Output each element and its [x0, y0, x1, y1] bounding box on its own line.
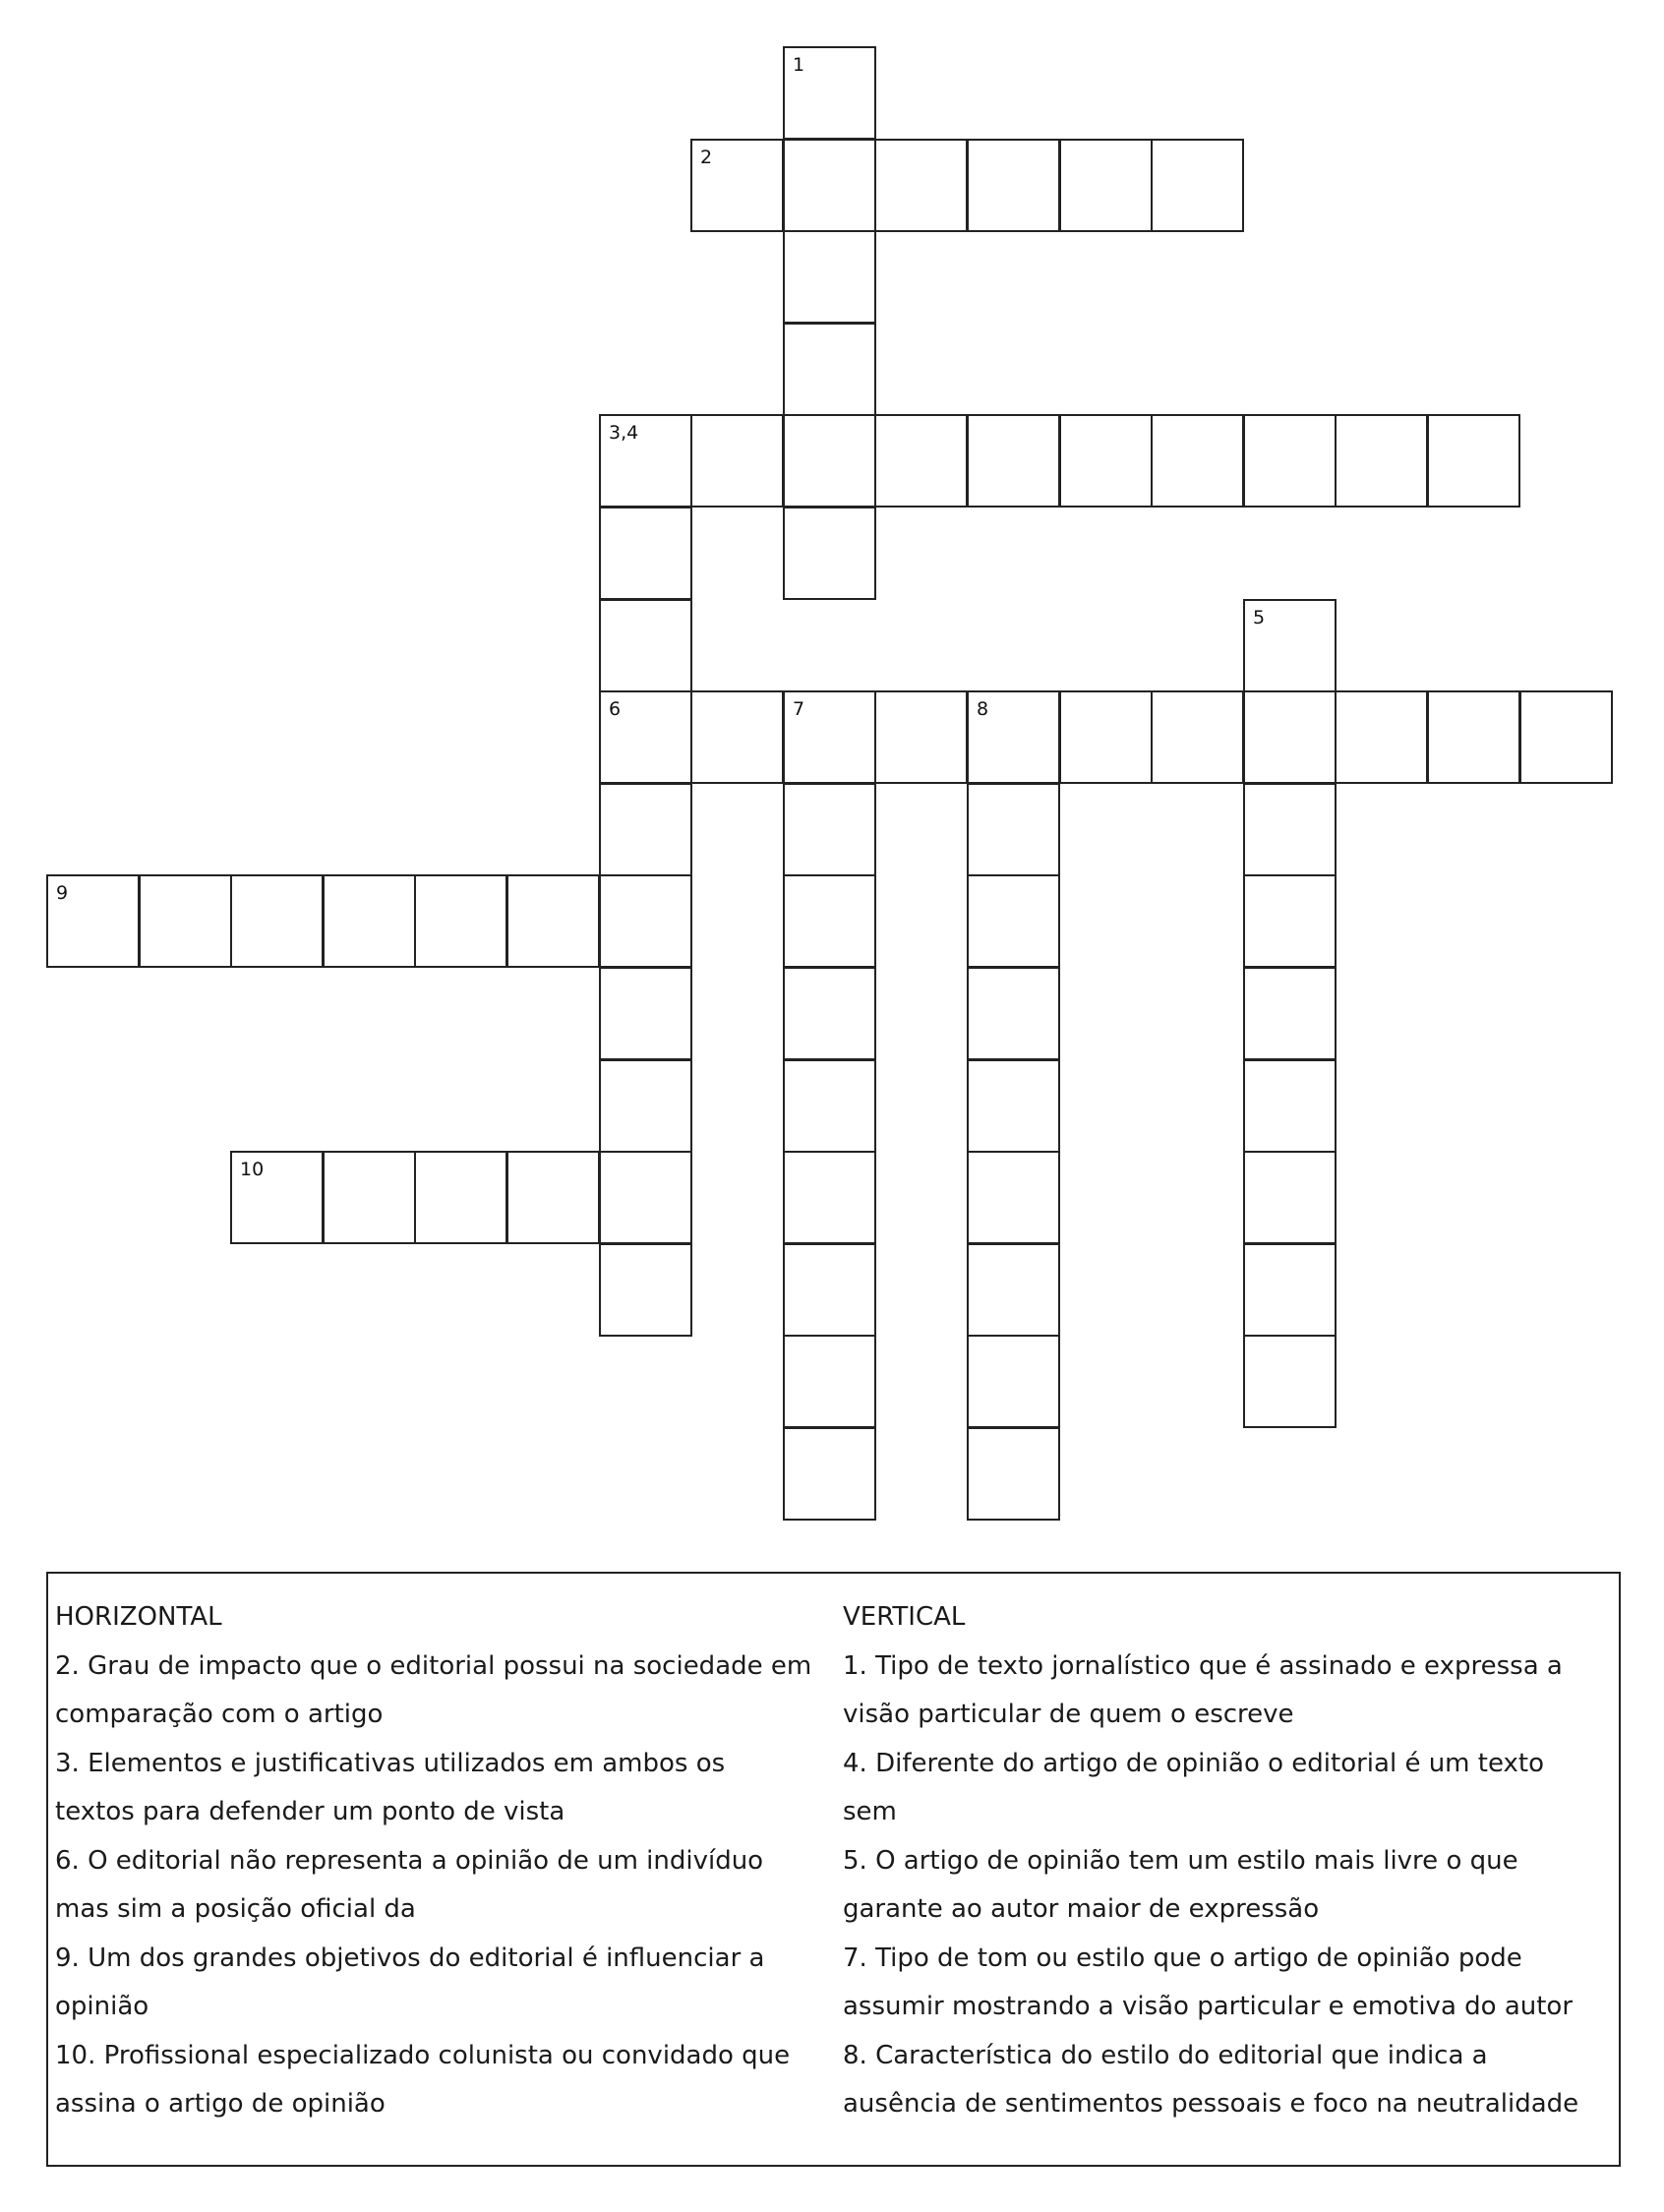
- crossword-cell[interactable]: [599, 690, 692, 784]
- crossword-cell[interactable]: [783, 230, 876, 324]
- crossword-cell[interactable]: [783, 967, 876, 1060]
- clue-6-line1: 6. O editorial não representa a opinião de um indivíduo: [55, 1845, 764, 1876]
- clue-8-line2: ausência de sentimentos pessoais e foco na neutralidade: [843, 2089, 1579, 2119]
- clue-1-line1: 1. Tipo de texto jornalístico que é assinado e expressa a: [843, 1650, 1563, 1681]
- clue-1-line2: visão particular de quem o escreve: [843, 1700, 1294, 1729]
- clue-5-line2: garante ao autor maior de expressão: [843, 1894, 1320, 1924]
- crossword-cell[interactable]: [1059, 139, 1153, 232]
- clue-number-1: 1: [793, 54, 805, 76]
- clue-10-line2: assina o artigo de opinião: [55, 2089, 386, 2119]
- crossword-cell[interactable]: [1243, 1243, 1337, 1337]
- crossword-cell[interactable]: [874, 414, 968, 508]
- crossword-cell[interactable]: [599, 967, 692, 1060]
- crossword-cell[interactable]: [783, 1335, 876, 1428]
- crossword-cell[interactable]: [1427, 690, 1520, 784]
- crossword-cell[interactable]: [599, 1243, 692, 1337]
- crossword-cell[interactable]: [230, 1151, 324, 1244]
- crossword-cell[interactable]: [783, 1243, 876, 1337]
- crossword-cell[interactable]: [1243, 783, 1337, 876]
- crossword-cell[interactable]: [414, 1151, 507, 1244]
- across-heading: HORIZONTAL: [55, 1602, 222, 1632]
- clue-number-5: 5: [1253, 607, 1266, 628]
- crossword-cell[interactable]: [1335, 414, 1428, 508]
- crossword-cell[interactable]: [1151, 139, 1244, 232]
- crossword-cell[interactable]: [967, 414, 1060, 508]
- crossword-cell[interactable]: [46, 874, 140, 968]
- crossword-cell[interactable]: [599, 507, 692, 600]
- crossword-cell[interactable]: [1243, 874, 1337, 968]
- crossword-cell[interactable]: [967, 139, 1060, 232]
- crossword-cell[interactable]: [1243, 414, 1337, 508]
- crossword-cell[interactable]: [783, 507, 876, 600]
- crossword-cell[interactable]: [967, 1427, 1060, 1521]
- clue-8-line1: 8. Característica do estilo do editorial que indica a: [843, 2040, 1488, 2070]
- clue-5-line1: 5. O artigo de opinião tem um estilo mais livre o que: [843, 1845, 1518, 1876]
- clue-2-line1: 2. Grau de impacto que o editorial possui na sociedade em: [55, 1650, 812, 1681]
- clue-number-6: 6: [609, 698, 622, 720]
- crossword-cell[interactable]: [1243, 967, 1337, 1060]
- crossword-cell[interactable]: [783, 783, 876, 876]
- clue-9-line2: opinião: [55, 1992, 149, 2021]
- crossword-cell[interactable]: [1151, 690, 1244, 784]
- clue-3-line1: 3. Elementos e justificativas utilizados em ambos os: [55, 1748, 726, 1778]
- clue-number-2: 2: [700, 147, 713, 168]
- clue-number-8: 8: [977, 698, 989, 720]
- clue-number-3: 3,4: [609, 422, 639, 444]
- crossword-cell[interactable]: [1519, 690, 1613, 784]
- crossword-cell[interactable]: [1059, 414, 1153, 508]
- crossword-cell[interactable]: [783, 323, 876, 416]
- crossword-cell[interactable]: [323, 874, 416, 968]
- crossword-cell[interactable]: [967, 1335, 1060, 1428]
- crossword-cell[interactable]: [599, 874, 692, 968]
- clues-box: [46, 1572, 1621, 2167]
- crossword-cell[interactable]: [967, 783, 1060, 876]
- crossword-cell[interactable]: [783, 1427, 876, 1521]
- across-clues: [55, 1593, 822, 2129]
- crossword-cell[interactable]: [783, 690, 876, 784]
- crossword-cell[interactable]: [967, 967, 1060, 1060]
- crossword-cell[interactable]: [599, 1151, 692, 1244]
- crossword-cell[interactable]: [783, 1151, 876, 1244]
- crossword-cell[interactable]: [230, 874, 324, 968]
- crossword-cell[interactable]: [690, 690, 784, 784]
- crossword-cell[interactable]: [1059, 690, 1153, 784]
- clue-4-line1: 4. Diferente do artigo de opinião o editorial é um texto: [843, 1748, 1544, 1778]
- clue-2-line2: comparação com o artigo: [55, 1700, 384, 1729]
- down-heading: VERTICAL: [843, 1602, 966, 1632]
- crossword-cell[interactable]: [1243, 599, 1337, 692]
- crossword-cell[interactable]: [506, 1151, 600, 1244]
- clue-number-7: 7: [793, 698, 805, 720]
- crossword-cell[interactable]: [690, 139, 784, 232]
- crossword-cell[interactable]: [783, 46, 876, 140]
- clue-4-line2: sem: [843, 1797, 897, 1826]
- crossword-cell[interactable]: [323, 1151, 416, 1244]
- crossword-cell[interactable]: [599, 599, 692, 692]
- crossword-cell[interactable]: [599, 414, 692, 508]
- crossword-cell[interactable]: [783, 1059, 876, 1153]
- crossword-cell[interactable]: [599, 1059, 692, 1153]
- clue-9-line1: 9. Um dos grandes objetivos do editorial é influenciar a: [55, 1943, 765, 1973]
- clue-3-line2: textos para defender um ponto de vista: [55, 1797, 565, 1826]
- crossword-cell[interactable]: [783, 874, 876, 968]
- crossword-cell[interactable]: [506, 874, 600, 968]
- crossword-cell[interactable]: [967, 1059, 1060, 1153]
- crossword-cell[interactable]: [967, 1151, 1060, 1244]
- clue-6-line2: mas sim a posição oficial da: [55, 1894, 416, 1924]
- crossword-cell[interactable]: [783, 414, 876, 508]
- crossword-cell[interactable]: [414, 874, 507, 968]
- crossword-cell[interactable]: [139, 874, 232, 968]
- crossword-cell[interactable]: [1243, 1151, 1337, 1244]
- crossword-cell[interactable]: [1427, 414, 1520, 508]
- clue-7-line2: assumir mostrando a visão particular e emotiva do autor: [843, 1992, 1574, 2021]
- crossword-cell[interactable]: [783, 139, 876, 232]
- crossword-cell[interactable]: [1243, 1335, 1337, 1428]
- crossword-cell[interactable]: [874, 139, 968, 232]
- clue-10-line1: 10. Profissional especializado colunista ou convidado que: [55, 2040, 791, 2070]
- clue-7-line1: 7. Tipo de tom ou estilo que o artigo de opinião pode: [843, 1943, 1522, 1973]
- clue-number-10: 10: [240, 1159, 265, 1180]
- crossword-cell[interactable]: [874, 690, 968, 784]
- crossword-cell[interactable]: [1335, 690, 1428, 784]
- down-clues: [843, 1593, 1610, 2129]
- crossword-cell[interactable]: [967, 1243, 1060, 1337]
- crossword-cell[interactable]: [599, 783, 692, 876]
- clue-number-9: 9: [56, 882, 69, 904]
- crossword-cell[interactable]: [967, 690, 1060, 784]
- crossword-cell[interactable]: [1151, 414, 1244, 508]
- crossword-cell[interactable]: [1243, 1059, 1337, 1153]
- crossword-cell[interactable]: [967, 874, 1060, 968]
- crossword-cell[interactable]: [690, 414, 784, 508]
- crossword-cell[interactable]: [1243, 690, 1337, 784]
